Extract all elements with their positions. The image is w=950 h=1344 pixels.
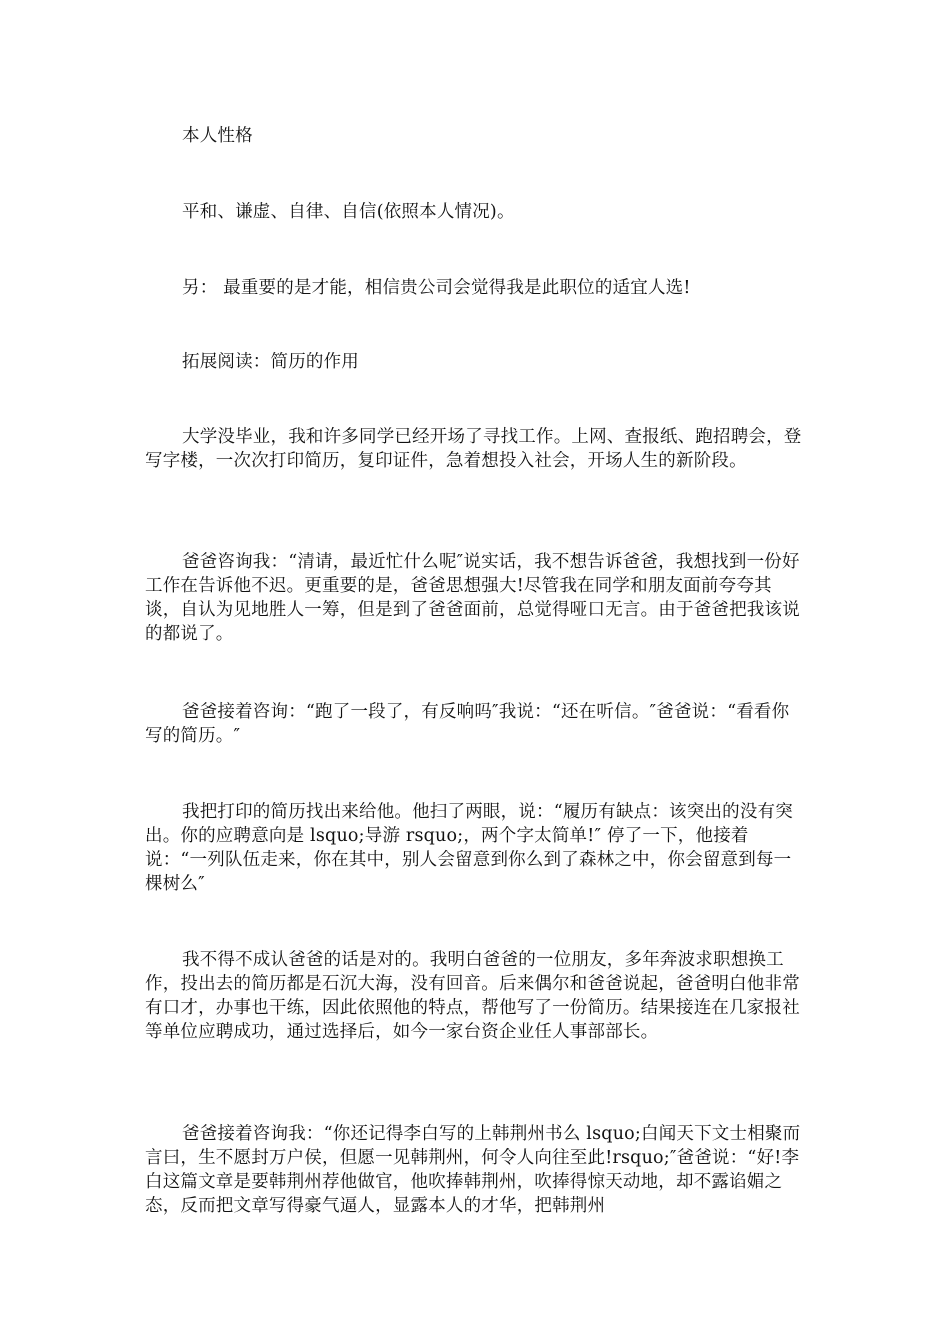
paragraph-personality-traits: 平和、谦虚、自律、自信(依照本人情况)。 xyxy=(182,202,515,222)
section-heading-extended-reading: 拓展阅读：简历的作用 xyxy=(182,352,359,372)
paragraph-job-search: 大学没毕业，我和许多同学已经开场了寻找工作。上网、查报纸、跑招聘会，登写字楼，一次次打印简历，复印证件，急着想投入社会，开场人生的新阶段。 xyxy=(145,427,802,471)
section-heading-personality: 本人性格 xyxy=(182,126,253,146)
paragraph-resume-request: 爸爸接着咨询：“跑了一段了，有反响吗″我说：“还在听信。″爸爸说：“看看你写的简历。″ xyxy=(145,702,790,746)
paragraph-closing-note: 另： 最重要的是才能，相信贵公司会觉得我是此职位的适宜人选! xyxy=(182,278,691,298)
paragraph-resume-critique: 我把打印的简历找出来给他。他扫了两眼，说：“履历有缺点：该突出的没有突出。你的应聘意向是 lsquo;导游 rsquo;，两个字太简单!″ 停了一下，他接着说：“一列队伍走来，你在其中，别人会留意到你么到了森林之中，你会留意到每一棵树么″ xyxy=(145,802,793,894)
paragraph-li-bai-letter: 爸爸接着咨询我：“你还记得李白写的上韩荆州书么 lsquo;白闻天下文士相聚而言曰，生不愿封万户侯，但愿一见韩荆州，何令人向往至此!rsquo;″爸爸说：“好!李白这篇文章是要韩荆州荐他做官，他吹捧韩荆州，吹捧得惊天动地，却不露谄媚之态，反而把文章写得豪气逼人，显露本人的才华，把韩荆州 xyxy=(145,1124,801,1216)
paragraph-father-asks: 爸爸咨询我：“清请，最近忙什么呢″说实话，我不想告诉爸爸，我想找到一份好工作在告诉他不迟。更重要的是，爸爸思想强大!尽管我在同学和朋友面前夸夸其谈，自认为见地胜人一筹，但是到了爸爸面前，总觉得哑口无言。由于爸爸把我该说的都说了。 xyxy=(145,552,800,644)
paragraph-friend-story: 我不得不成认爸爸的话是对的。我明白爸爸的一位朋友，多年奔波求职想换工作，投出去的简历都是石沉大海，没有回音。后来偶尔和爸爸说起，爸爸明白他非常有口才，办事也干练，因此依照他的特点，帮他写了一份简历。结果接连在几家报社等单位应聘成功，通过选择后，如今一家台资企业任人事部部长。 xyxy=(145,950,800,1042)
